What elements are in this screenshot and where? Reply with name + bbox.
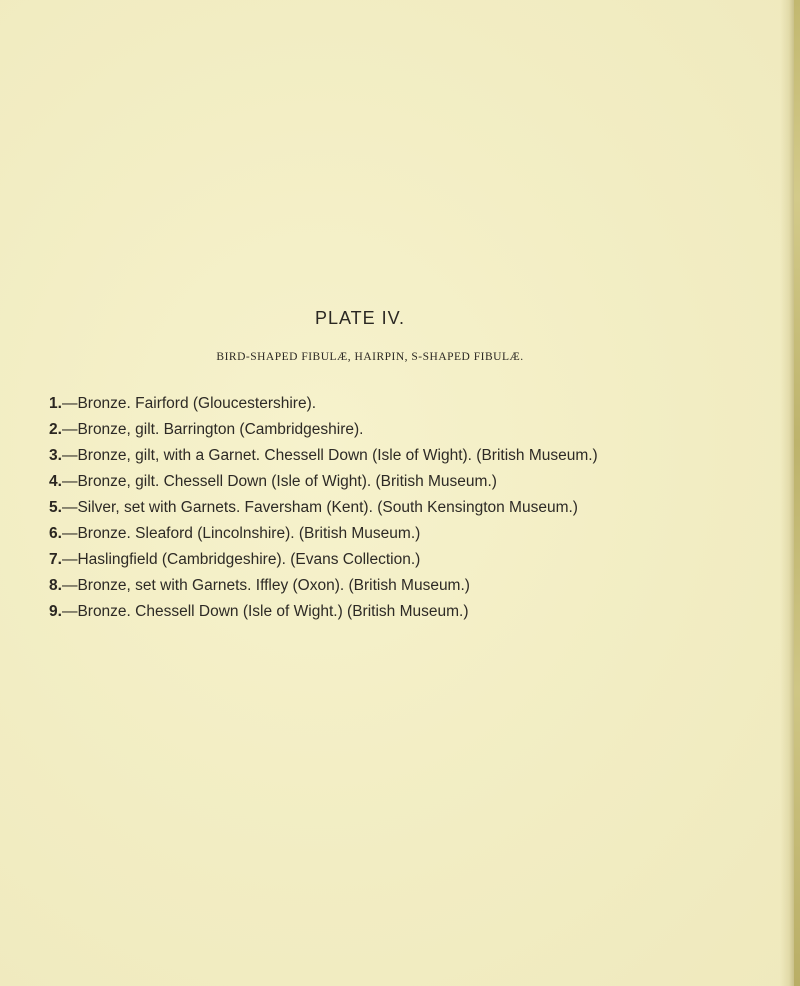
entry-text: —Bronze. Fairford (Gloucestershire). bbox=[61, 395, 317, 412]
entry-text: —Bronze, set with Garnets. Iffley (Oxon). (British Museum.) bbox=[61, 577, 470, 594]
entry-text: —Bronze, gilt. Barrington (Cambridgeshire). bbox=[61, 421, 364, 438]
entry-number: 8. bbox=[49, 577, 62, 594]
plate-entry bbox=[49, 603, 598, 629]
entry-number: 9. bbox=[49, 603, 62, 620]
plate-entry bbox=[49, 473, 598, 499]
entry-number: 4. bbox=[49, 473, 62, 490]
entry-number: 5. bbox=[49, 499, 62, 516]
plate-entry bbox=[49, 525, 598, 551]
entry-text: —Bronze, gilt, with a Garnet. Chessell Down (Isle of Wight). (British Museum.) bbox=[61, 447, 598, 464]
plate-entries-list bbox=[49, 395, 598, 629]
plate-subtitle: BIRD-SHAPED FIBULÆ, HAIRPIN, S-SHAPED FIBULÆ. bbox=[216, 351, 524, 363]
entry-number: 7. bbox=[49, 551, 62, 568]
page-edge bbox=[780, 0, 800, 986]
entry-text: —Bronze, gilt. Chessell Down (Isle of Wight). (British Museum.) bbox=[61, 473, 497, 490]
entry-number: 2. bbox=[49, 421, 62, 438]
entry-number: 1. bbox=[49, 395, 62, 412]
plate-entry bbox=[49, 447, 598, 473]
entry-number: 6. bbox=[49, 525, 62, 542]
entry-text: —Silver, set with Garnets. Faversham (Kent). (South Kensington Museum.) bbox=[61, 499, 578, 516]
plate-entry bbox=[49, 421, 598, 447]
plate-entry bbox=[49, 551, 598, 577]
entry-text: —Bronze. Chessell Down (Isle of Wight.) (British Museum.) bbox=[61, 603, 469, 620]
plate-title: PLATE IV. bbox=[314, 308, 406, 328]
entry-text: —Bronze. Sleaford (Lincolnshire). (British Museum.) bbox=[61, 525, 421, 542]
plate-entry bbox=[49, 395, 598, 421]
plate-entry bbox=[49, 499, 598, 525]
entry-text: —Haslingfield (Cambridgeshire). (Evans Collection.) bbox=[61, 551, 421, 568]
entry-number: 3. bbox=[49, 447, 62, 464]
plate-entry bbox=[49, 577, 598, 603]
